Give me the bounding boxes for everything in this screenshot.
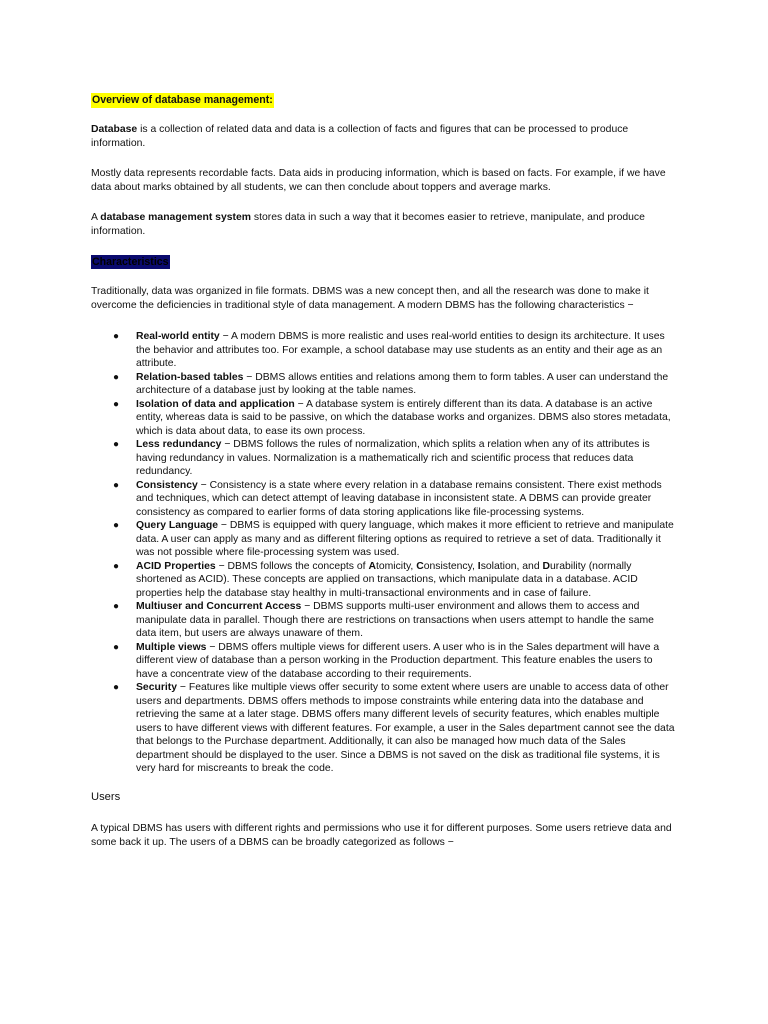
item-text: − Features like multiple views offer security to some extent where users are unable to access data of other users and departments. DBMS offers methods to impose constraints while entering data into the database and retrieving the same at a later stage. DBMS offers many different levels of security features, which enables multiple users to have different views with different features. For example, a user in the Sales department cannot see the data that belongs to the Purchase department. Additionally, it can also be managed how much data of the Sales department should be displayed to the user. Since a DBMS is not saved on the disk as traditional file systems, it is very hard for miscreants to break the code. (136, 682, 675, 774)
list-item (91, 560, 677, 601)
bullet-icon: ● (113, 439, 120, 450)
item-term: Consistency (136, 479, 198, 491)
bullet-icon: ● (113, 331, 120, 342)
item-text: − A database system is entirely different than its data. A database is an active entity, whereas data is said to be passive, on which the database works and organizes. DBMS also stores metadata, which is data about data, to ease its own process. (136, 398, 671, 437)
acid-urability: urability (normally shortened as ACID). These concepts are applied on transactions, which manipulate data in a database. ACID properties help the database stay healthy in multi-transactional environments and in case of failure. (136, 560, 638, 599)
characteristics-list (91, 330, 677, 776)
acid-letter-i: I (477, 560, 481, 572)
bullet-icon: ● (113, 601, 120, 612)
list-item (91, 371, 677, 398)
bullet-icon: ● (113, 520, 120, 531)
list-item (91, 600, 677, 641)
users-heading: Users (91, 790, 121, 803)
item-text: − DBMS is equipped with query language, which makes it more efficient to retrieve and manipulate data. A user can apply as many and as different filtering options as required to retrieve a set of data. Traditionally it was not possible where file-processing system was used. (136, 520, 674, 558)
intro-paragraph-database (91, 123, 677, 150)
item-term: Multiple views (136, 641, 207, 653)
bullet-icon: ● (113, 682, 120, 693)
intro-text-1: is a collection of related data and data is a collection of facts and figures that can be processed to produce information. (91, 124, 629, 149)
term-database: Database (91, 124, 138, 135)
acid-pre: − DBMS follows the concepts of (215, 560, 369, 572)
item-term: Relation-based tables (136, 371, 244, 383)
item-term: Real-world entity (136, 331, 220, 342)
title-block (91, 93, 677, 108)
characteristics-intro: Traditionally, data was organized in file formats. DBMS was a new concept then, and all the research was done to make it overcome the deficiencies in traditional style of data management. A modern DBMS has the following characteristics − (91, 286, 649, 311)
acid-letter-c: C (416, 560, 424, 572)
item-text: − Consistency is a state where every relation in a database remains consistent. There exist methods and techniques, which can detect attempt of leaving database in inconsistent state. A DBMS can provide greater consistency as compared to earlier forms of data storing applications like file-processing systems. (136, 479, 662, 518)
term-dbms: database management system (100, 212, 251, 223)
bullet-icon: ● (113, 398, 120, 410)
acid-onsistency: onsistency, (423, 560, 478, 572)
intro-paragraph-dbms (91, 211, 677, 238)
users-paragraph: A typical DBMS has users with different rights and permissions who use it for different purposes. Some users retrieve data and some back it up. The users of a DBMS can be broadly categorized as follows − (91, 823, 672, 848)
bullet-icon: ● (113, 560, 120, 572)
characteristics-heading: Characteristics (92, 256, 169, 268)
acid-solation: solation, and (480, 560, 543, 572)
bullet-icon: ● (113, 371, 120, 383)
acid-tomicity: tomicity, (375, 560, 417, 572)
list-item (91, 681, 677, 776)
document-content (91, 93, 677, 849)
list-item (91, 479, 677, 520)
intro-paragraph-data (91, 167, 677, 194)
page-title: Overview of database management: (92, 94, 273, 106)
list-item (91, 641, 677, 682)
acid-letter-d: D (542, 560, 551, 572)
intro-text-2: Mostly data represents recordable facts. Data aids in producing information, which is based on facts. For example, if we have data about marks obtained by all students, we can then conclude about toppers and average marks. (91, 168, 666, 193)
bullet-icon: ● (113, 479, 120, 491)
list-item (91, 398, 677, 439)
intro-text-3: stores data in such a way that it becomes easier to retrieve, manipulate, and produce information. (91, 212, 645, 237)
item-term: ACID Properties (136, 560, 216, 572)
item-term: Security (136, 682, 178, 693)
list-item (91, 438, 677, 479)
item-text: − DBMS supports multi-user environment and allows them to access and manipulate data in parallel. Though there are restrictions on transactions when users attempt to handle the same data item, but users are always unaware of them. (136, 601, 654, 639)
bullet-icon: ● (113, 641, 120, 653)
list-item (91, 330, 677, 371)
characteristics-heading-block (91, 255, 677, 285)
intro-pre-3: A (91, 212, 101, 223)
item-text: − A modern DBMS is more realistic and uses real-world entities to design its architecture. It uses the behavior and attributes too. For example, a school database may use students as an entity and their age as an attribute. (136, 331, 665, 369)
item-term: Query Language (136, 520, 218, 531)
item-term: Isolation of data and application (136, 398, 295, 410)
item-term: Multiuser and Concurrent Access (136, 601, 302, 612)
acid-letter-a: A (368, 560, 376, 572)
list-item (91, 519, 677, 560)
item-term: Less redundancy (136, 439, 222, 450)
item-text: − DBMS follows the rules of normalization, which splits a relation when any of its attributes is having redundancy in values. Normalization is a mathematically rich and scientific process that reduces data redundancy. (136, 439, 650, 477)
item-text: − DBMS allows entities and relations among them to form tables. A user can understand the architecture of a database just by looking at the table names. (136, 371, 669, 396)
item-text: − DBMS offers multiple views for different users. A user who is in the Sales department will have a different view of database than a person working in the Production department. This feature enables the users to have a concentrate view of the database according to their requirements. (136, 641, 660, 680)
